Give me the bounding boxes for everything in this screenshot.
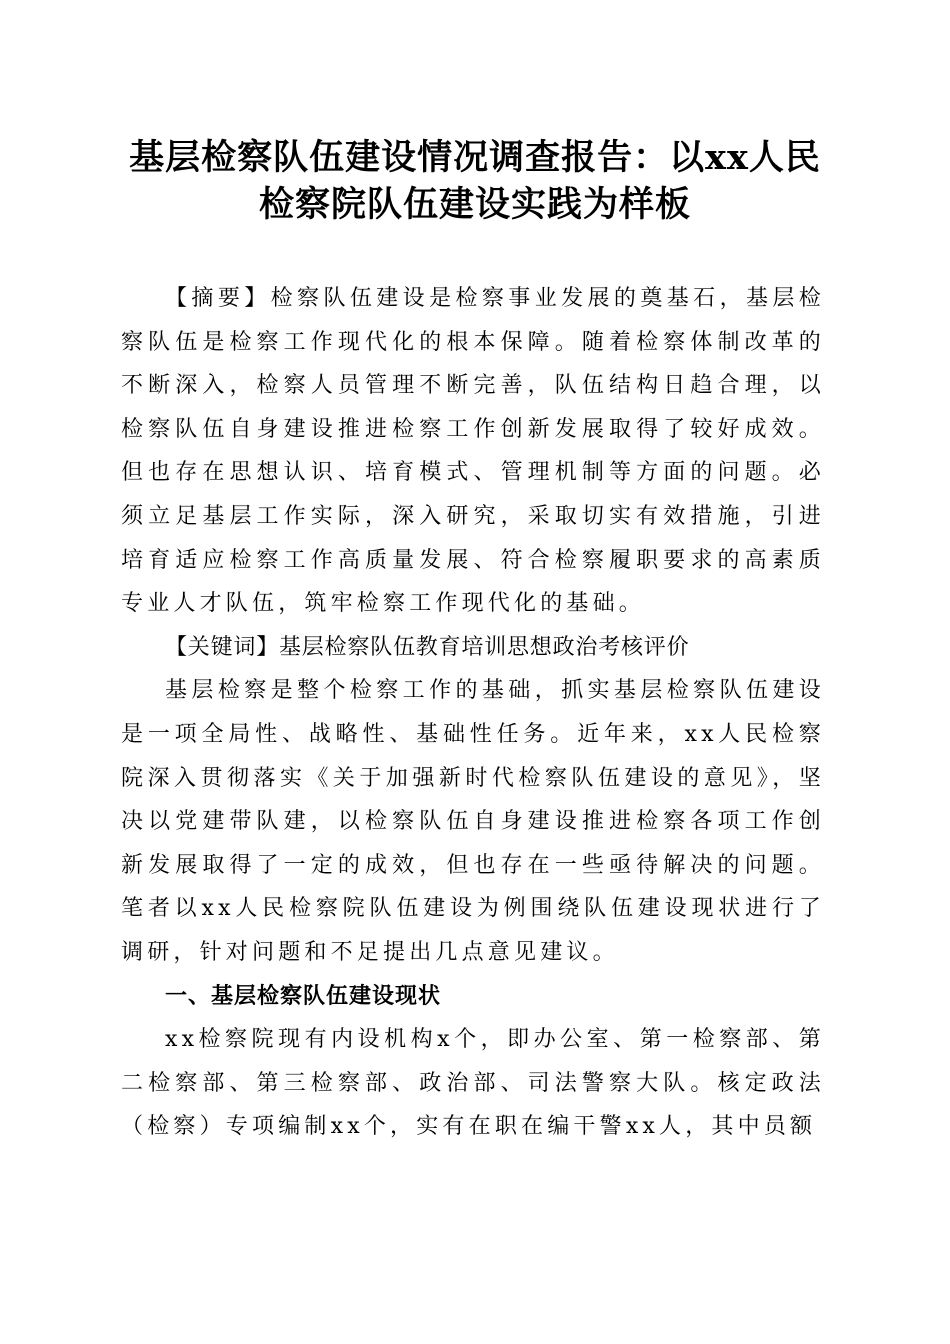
document-title	[100, 134, 850, 228]
document-body	[121, 277, 825, 1149]
title-line-1: 基层检察队伍建设情况调查报告：以xx人民	[129, 137, 821, 178]
section-1-paragraph: xx检察院现有内设机构x个，即办公室、第一检察部、第二检察部、第三检察部、政治部、司法警察大队。核定政法（检察）专项编制xx个，实有在职在编干警xx人，其中员额	[121, 1027, 825, 1140]
section-1-heading: 一、基层检察队伍建设现状	[165, 983, 442, 1009]
abstract-paragraph: 【摘要】检察队伍建设是检察事业发展的奠基石，基层检察队伍是检察工作现代化的根本保障。随着检察体制改革的不断深入，检察人员管理不断完善，队伍结构日趋合理，以检察队伍自身建设推进检察工作创新发展取得了较好成效。但也存在思想认识、培育模式、管理机制等方面的问题。必须立足基层工作实际，深入研究，采取切实有效措施，引进培育适应检察工作高质量发展、符合检察履职要求的高素质专业人才队伍，筑牢检察工作现代化的基础。	[121, 286, 825, 617]
title-line-2: 检察院队伍建设实践为样板	[258, 184, 691, 225]
intro-paragraph: 基层检察是整个检察工作的基础，抓实基层检察队伍建设是一项全局性、战略性、基础性任务。近年来，xx人民检察院深入贯彻落实《关于加强新时代检察队伍建设的意见》，坚决以党建带队建，以检察队伍自身建设推进检察各项工作创新发展取得了一定的成效，但也存在一些亟待解决的问题。笔者以xx人民检察院队伍建设为例围绕队伍建设现状进行了调研，针对问题和不足提出几点意见建议。	[121, 678, 825, 965]
keywords-paragraph: 【关键词】基层检察队伍教育培训思想政治考核评价	[165, 634, 690, 660]
